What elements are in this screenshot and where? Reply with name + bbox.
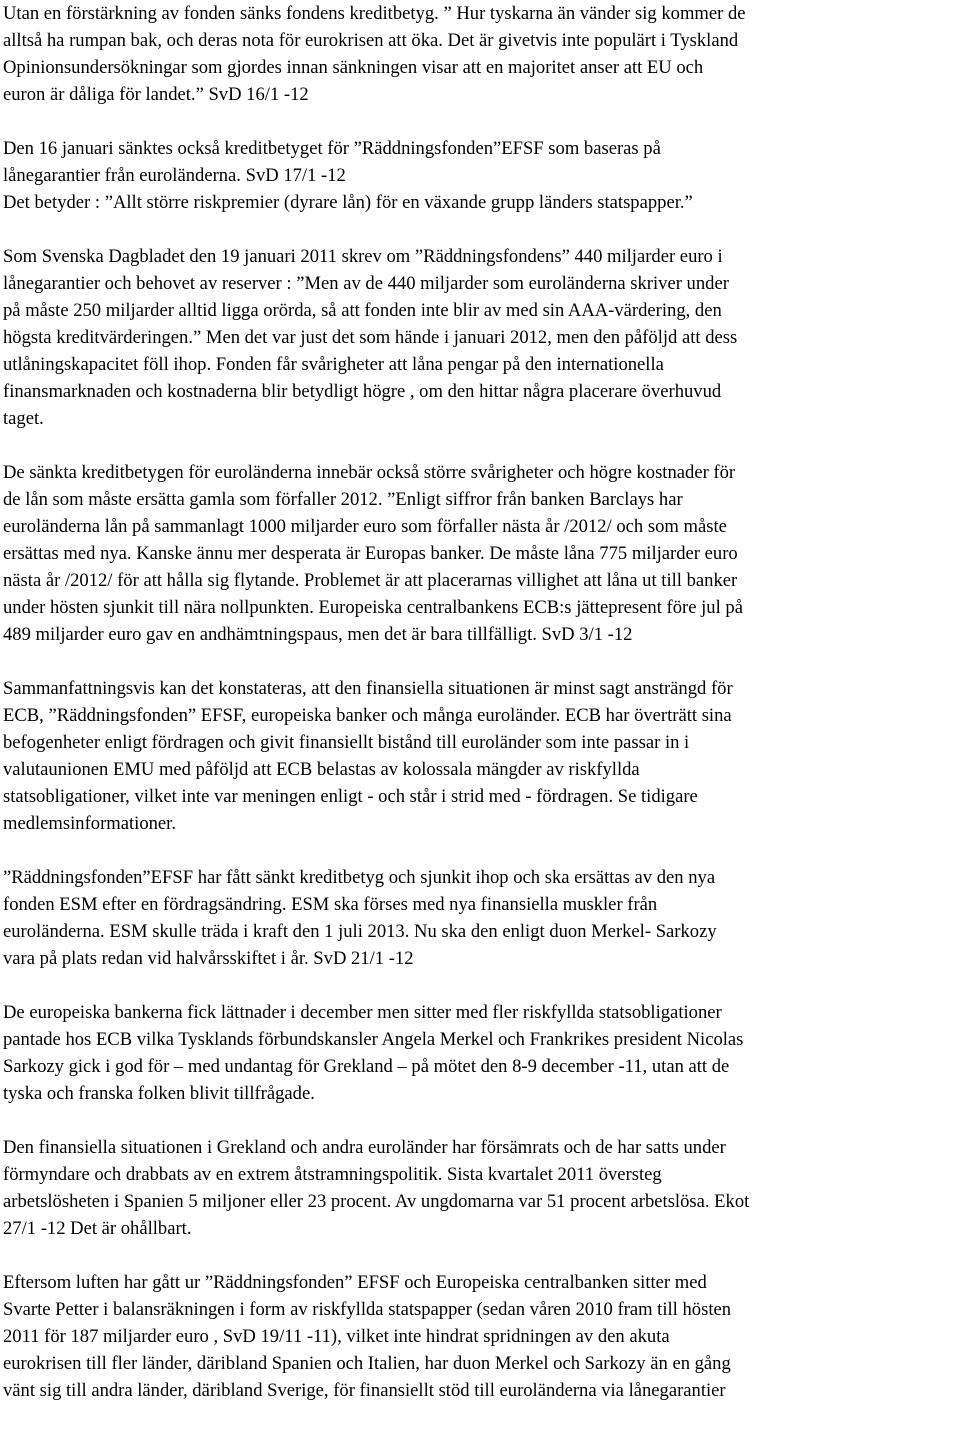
paragraph-9: Eftersom luften har gått ur ”Räddningsfonden” EFSF och Europeiska centralbanken sitter med Svarte Petter i balansräkningen i form av riskfyllda statspapper (sedan våren 2010 fram till hösten 2011 för 187 miljarder euro , SvD 19/11 -11), vilket inte hindrat spridningen av den akuta eurokrisen till fler länder, däribland Spanien och Italien, har duon Merkel och Sarkozy än en gång vänt sig till andra länder, däribland Sverige, för finansiellt stöd till euroländerna via lånegarantier [3, 1272, 732, 1401]
paragraph-gap [3, 432, 958, 459]
paragraph-gap [3, 108, 958, 135]
paragraph-1: Utan en förstärkning av fonden sänks fondens kreditbetyg. ” Hur tyskarna än vänder sig kommer de alltså ha rumpan bak, och deras nota för eurokrisen att öka. Det är givetvis inte populärt i Tyskland Opinionsundersökningar som gjordes innan sänkningen visar att en majoritet anser att EU och euron är dåliga för landet.” SvD 16/1 -12 [3, 3, 746, 105]
paragraph-gap [3, 216, 958, 243]
paragraph-gap [3, 972, 958, 999]
paragraph-gap [3, 1242, 958, 1269]
paragraph-8: Den finansiella situationen i Grekland och andra euroländer har försämrats och de har satts under förmyndare och drabbats av en extrem åtstramningspolitik. Sista kvartalet 2011 översteg arbetslösheten i Spanien 5 miljoner eller 23 procent. Av ungdomarna var 51 procent arbetslösa. Ekot 27/1 -12 Det är ohållbart. [3, 1137, 750, 1239]
paragraph-5: Sammanfattningsvis kan det konstateras, att den finansiella situationen är minst sagt ansträngd för ECB, ”Räddningsfonden” EFSF, europeiska banker och många euroländer. ECB har överträtt sina befogenheter enligt fördragen och givit finansiellt bistånd till euroländer som inte passar in i valutaunionen EMU med påföljd att ECB belastas av kolossala mängder av riskfyllda statsobligationer, vilket inte var meningen enligt - och står i strid med - fördragen. Se tidigare medlemsinformationer. [3, 678, 733, 834]
document-page [3, 0, 958, 1404]
paragraph-6: ”Räddningsfonden”EFSF har fått sänkt kreditbetyg och sjunkit ihop och ska ersättas av den nya fonden ESM efter en fördragsändring. ESM ska förses med nya finansiella muskler från euroländerna. ESM skulle träda i kraft den 1 juli 2013. Nu ska den enligt duon Merkel- Sarkozy vara på plats redan vid halvårsskiftet i år. SvD 21/1 -12 [3, 867, 717, 969]
paragraph-2: Den 16 januari sänktes också kreditbetyget för ”Räddningsfonden”EFSF som baseras på lånegarantier från euroländerna. SvD 17/1 -12 Det betyder : ”Allt större riskpremier (dyrare lån) för en växande grupp länders statspapper.” [3, 138, 693, 213]
paragraph-4: De sänkta kreditbetygen för euroländerna innebär också större svårigheter och högre kostnader för de lån som måste ersätta gamla som förfaller 2012. ”Enligt siffror från banken Barclays har euroländerna lån på sammanlagt 1000 miljarder euro som förfaller nästa år /2012/ och som måste ersättas med nya. Kanske ännu mer desperata är Europas banker. De måste låna 775 miljarder euro nästa år /2012/ för att hålla sig flytande. Problemet är att placerarnas villighet att låna ut till banker under hösten sjunkit till nära nollpunkten. Europeiska centralbankens ECB:s jättepresent före jul på 489 miljarder euro gav en andhämtningspaus, men det är bara tillfälligt. SvD 3/1 -12 [3, 462, 743, 645]
paragraph-gap [3, 837, 958, 864]
paragraph-gap [3, 1107, 958, 1134]
paragraph-gap [3, 648, 958, 675]
paragraph-3: Som Svenska Dagbladet den 19 januari 2011 skrev om ”Räddningsfondens” 440 miljarder euro i lånegarantier och behovet av reserver : ”Men av de 440 miljarder som euroländerna skriver under på måste 250 miljarder alltid ligga orörda, så att fonden inte blir av med sin AAA-värdering, den högsta kreditvärderingen.” Men det var just det som hände i januari 2012, men den påföljd att dess utlåningskapacitet föll ihop. Fonden får svårigheter att låna pengar på den internationella finansmarknaden och kostnaderna blir betydligt högre , om den hittar några placerare överhuvud taget. [3, 246, 738, 429]
paragraph-7: De europeiska bankerna fick lättnader i december men sitter med fler riskfyllda statsobligationer pantade hos ECB vilka Tysklands förbundskansler Angela Merkel och Frankrikes president Nicolas Sarkozy gick i god för – med undantag för Grekland – på mötet den 8-9 december -11, utan att de tyska och franska folken blivit tillfrågade. [3, 1002, 744, 1104]
